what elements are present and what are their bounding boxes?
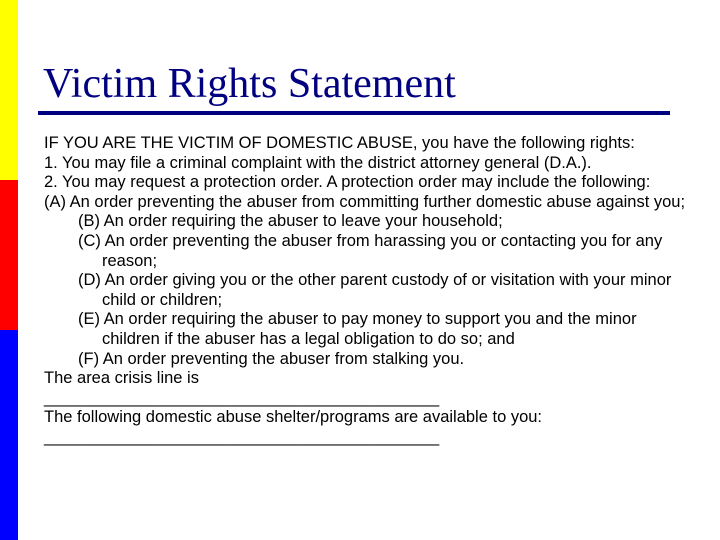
slide-body <box>44 134 694 448</box>
slide-title: Victim Rights Statement <box>43 61 456 107</box>
intro-line: IF YOU ARE THE VICTIM OF DOMESTIC ABUSE, you have the following rights: <box>44 134 635 152</box>
title-underline <box>38 111 670 115</box>
list-item: (B) An order requiring the abuser to leave your household; <box>78 212 503 231</box>
accent-bar-blue <box>0 330 18 540</box>
crisis-line-blank: ____________________________________________ <box>44 388 439 407</box>
shelter-programs-label: The following domestic abuse shelter/programs are available to you: <box>44 408 543 427</box>
accent-bar-yellow <box>0 0 18 180</box>
list-item: 2. You may request a protection order. A protection order may include the following: <box>44 173 651 192</box>
list-item: (C) An order preventing the abuser from harassing you or contacting you for any reason; <box>78 231 663 270</box>
crisis-line-label: The area crisis line is <box>44 369 199 388</box>
list-item: (F) An order preventing the abuser from stalking you. <box>78 349 465 368</box>
shelter-programs-blank: ____________________________________________ <box>44 427 439 446</box>
list-item: (D) An order giving you or the other parent custody of or visitation with your minor child or children; <box>78 271 672 309</box>
list-item: 1. You may file a criminal complaint with the district attorney general (D.A.). <box>44 153 592 172</box>
accent-bar-red <box>0 180 18 330</box>
list-item: (E) An order requiring the abuser to pay money to support you and the minor children if the abuser has a legal obligation to do so; and <box>78 310 637 348</box>
list-item: (A) An order preventing the abuser from committing further domestic abuse against you; <box>44 192 686 211</box>
